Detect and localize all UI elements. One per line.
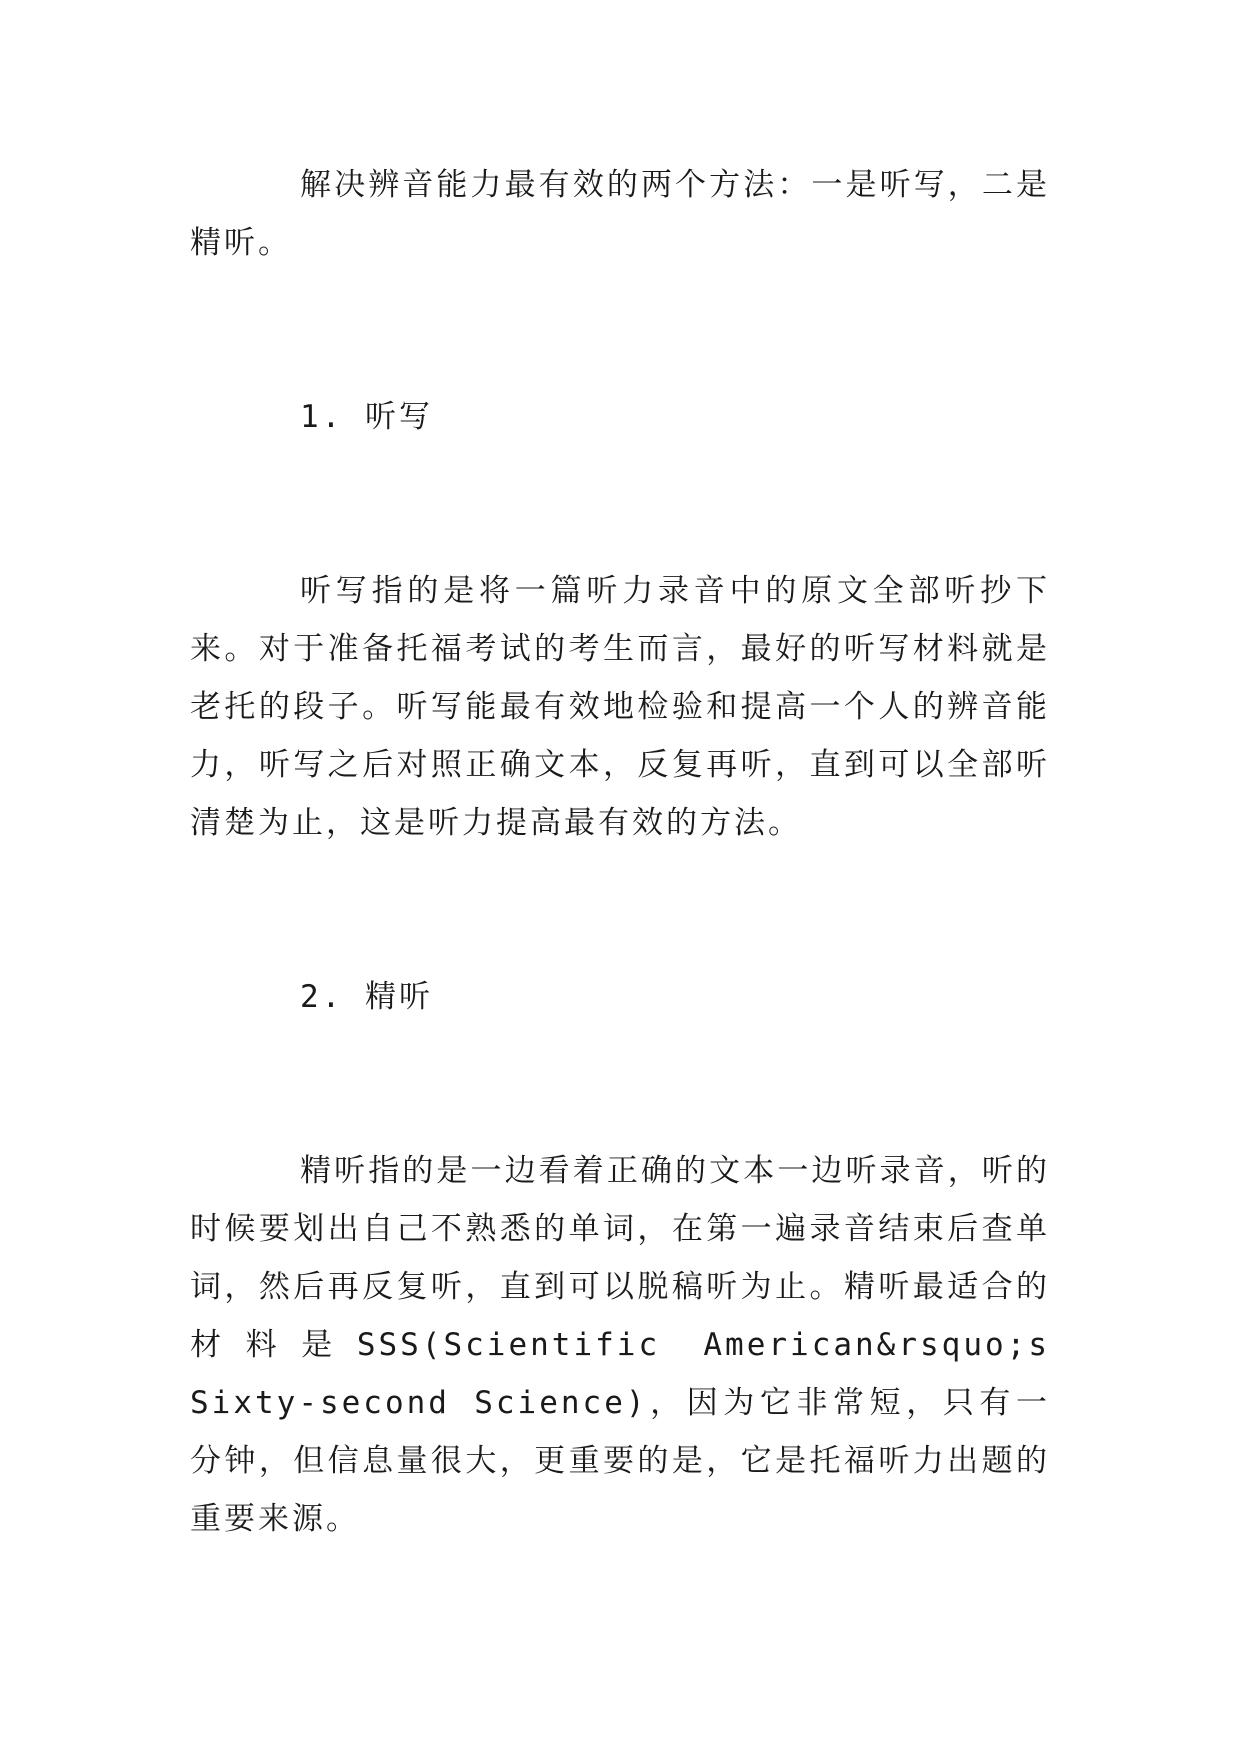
section-body-intensive-listening: 精听指的是一边看着正确的文本一边听录音，听的时候要划出自己不熟悉的单词，在第一遍录音结束后查单词，然后再反复听，直到可以脱稿听为止。精听最适合的材料是SSS(Scientific American&rsquo;s Sixty-second Science)，因为它非常短，只有一分钟，但信息量很大，更重要的是，它是托福听力出题的重要来源。: [190, 1153, 1050, 1537]
section-heading-dictation: 1. 听写: [300, 399, 433, 435]
section-body-dictation: 听写指的是将一篇听力录音中的原文全部听抄下来。对于准备托福考试的考生而言，最好的听写材料就是老托的段子。听写能最有效地检验和提高一个人的辨音能力，听写之后对照正确文本，反复再听，直到可以全部听清楚为止，这是听力提高最有效的方法。: [190, 573, 1050, 841]
intro-paragraph: 解决辨音能力最有效的两个方法：一是听写，二是精听。: [190, 167, 1050, 261]
section-heading-intensive-listening: 2. 精听: [300, 979, 433, 1015]
